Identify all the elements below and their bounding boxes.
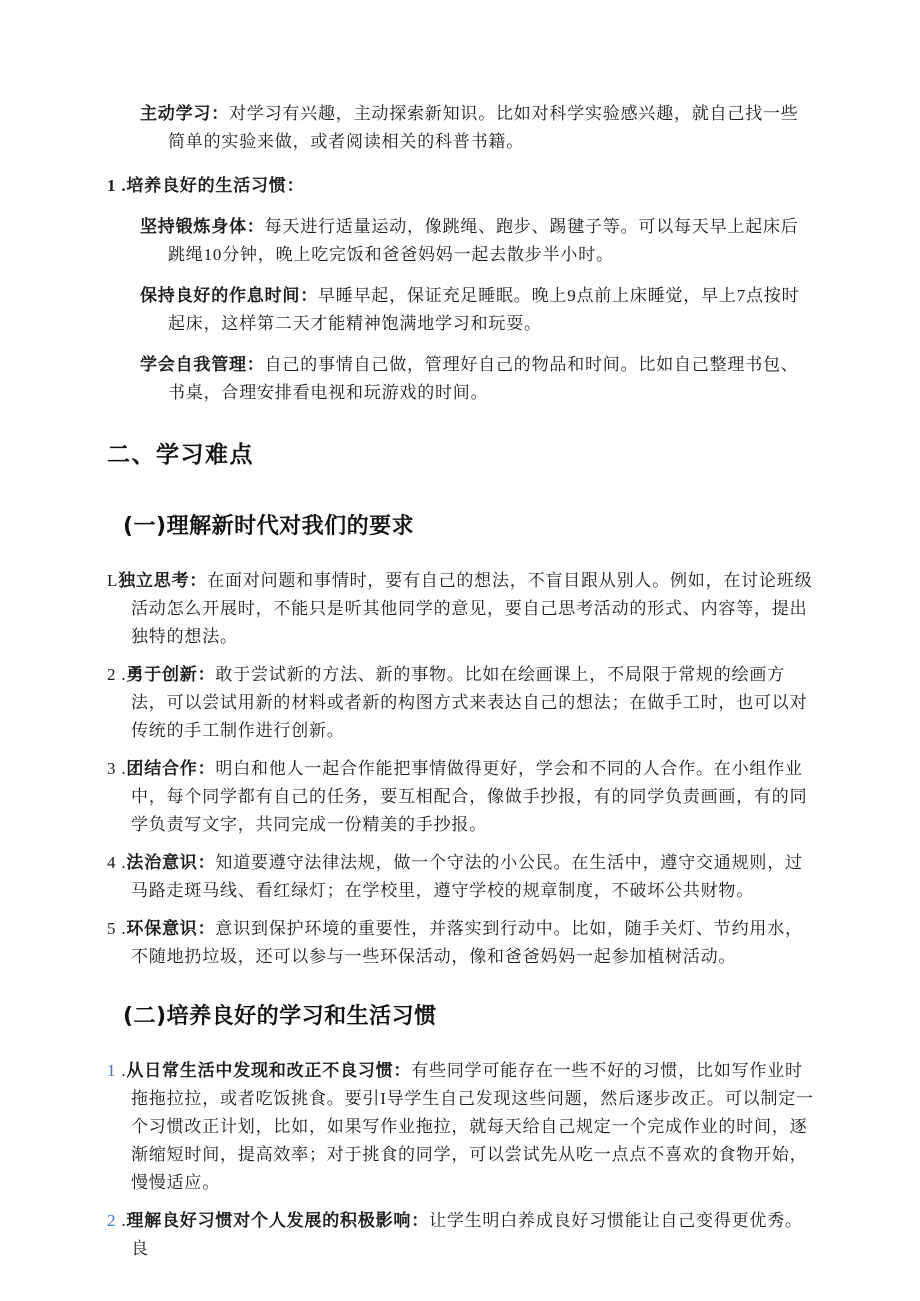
item-number: 4 . [107, 853, 127, 872]
item-label: 独立思考： [118, 571, 208, 591]
item-text: 让学生明白养成良好习惯能让自己变得更优秀。良 [131, 1211, 803, 1258]
item-label: 主动学习： [140, 104, 229, 124]
list-item-environmental-awareness [107, 915, 815, 971]
item-label: 培养良好的生活习惯： [126, 176, 305, 196]
item-label: 学会自我管理： [140, 355, 265, 375]
item-text: 知道要遵守法律法规，做一个守法的小公民。在生活中，遵守交通规则，过马路走斑马线、看红绿灯；在学校里，遵守学校的规章制度，不破坏公共财物。 [131, 853, 803, 900]
item-number: 2 [107, 1211, 117, 1230]
item-number: 3 . [107, 759, 127, 778]
item-label: 保持良好的作息时间： [140, 286, 318, 306]
list-item-rule-of-law [107, 849, 815, 905]
item-number-dot: . [116, 1061, 127, 1080]
item-text: 敢于尝试新的方法、新的事物。比如在绘画课上，不局限于常规的绘画方法，可以尝试用新的材料或者新的构图方式来表达自己的想法；在做手工时，也可以对传统的手工制作进行创新。 [131, 665, 808, 740]
item-label: 团结合作： [126, 759, 216, 779]
paragraph-self-management [107, 351, 815, 407]
item-label: 从日常生活中发现和改正不良习惯： [126, 1061, 412, 1081]
paragraph-sleep-schedule [107, 282, 815, 338]
item-text: 明白和他人一起合作能把事情做得更好，学会和不同的人合作。在小组作业中，每个同学都有自己的任务，要互相配合，像做手抄报，有的同学负责画画，有的同学负责写文字，共同完成一份精美的手抄报。 [131, 759, 808, 834]
item-text: 自己的事情自己做，管理好自己的物品和时间。比如自己整理书包、书桌，合理安排看电视和玩游戏的时间。 [168, 355, 799, 402]
item-number-dot: . [116, 1211, 127, 1230]
item-number: L [107, 571, 119, 590]
item-text: 每天进行适量运动，像跳绳、跑步、踢毽子等。可以每天早上起床后跳绳10分钟，晚上吃完饭和爸爸妈妈一起去散步半小时。 [168, 217, 799, 264]
subsection-1-title: (一)理解新时代对我们的要求 [123, 514, 415, 539]
list-item-correct-bad-habits [107, 1057, 815, 1197]
item-text: 在面对问题和事情时，要有自己的想法，不盲目跟从别人。例如，在讨论班级活动怎么开展时，不能只是听其他同学的意见，要自己思考活动的形式、内容等，提出独特的想法。 [131, 571, 813, 646]
subsection-2-title: (二)培养良好的学习和生活习惯 [123, 1004, 437, 1029]
item-number: 5 . [107, 919, 127, 938]
list-item-independent-thinking [107, 567, 815, 651]
list-item-positive-influence [107, 1207, 815, 1263]
item-label: 坚持锻炼身体： [140, 217, 265, 237]
numbered-heading-life-habits [107, 172, 815, 200]
item-text: 早睡早起，保证充足睡眠。晚上9点前上床睡觉，早上7点按时起床，这样第二天才能精神饱满地学习和玩耍。 [168, 286, 800, 333]
item-text: 对学习有兴趣，主动探索新知识。比如对科学实验感兴趣，就自己找一些简单的实验来做，或者阅读相关的科普书籍。 [168, 104, 799, 151]
item-text: 有些同学可能存在一些不好的习惯，比如写作业时拖拖拉拉，或者吃饭挑食。要引I导学生自己发现这些问题，然后逐步改正。可以制定一个习惯改正计划，比如，如果写作业拖拉，就每天给自己规定一个完成作业的时间，逐渐缩短时间，提高效率；对于挑食的同学，可以尝试先从吃一点点不喜欢的食物开始，慢慢适应。 [131, 1061, 814, 1192]
paragraph-exercise [107, 213, 815, 269]
item-label: 法治意识： [126, 853, 216, 873]
section-title-learning-difficulties: 二、学习难点 [107, 442, 254, 468]
item-text: 意识到保护环境的重要性，并落实到行动中。比如，随手关灯、节约用水，不随地扔垃圾，还可以参与一些环保活动，像和爸爸妈妈一起参加植树活动。 [131, 919, 803, 966]
item-number: 1 . [107, 176, 127, 195]
item-number: 1 [107, 1061, 117, 1080]
paragraph-active-learning [107, 100, 815, 156]
item-label: 环保意识： [126, 919, 216, 939]
list-item-teamwork [107, 755, 815, 839]
list-item-innovation [107, 661, 815, 745]
item-label: 理解良好习惯对个人发展的积极影响： [126, 1211, 430, 1231]
item-number: 2 . [107, 665, 127, 684]
item-label: 勇于创新： [126, 665, 216, 685]
